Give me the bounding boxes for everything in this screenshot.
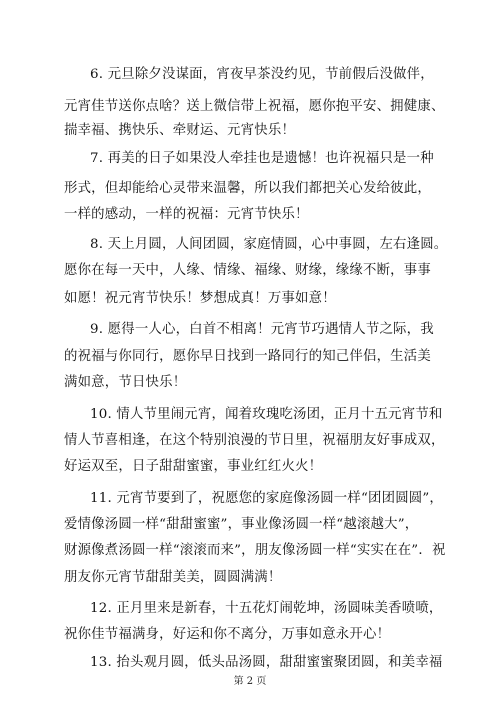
text-line: 的祝福与你同行，愿你早日找到一路同行的知己伴侣，生活美 [64, 349, 431, 364]
text-line: 9. 愿得一人心，白首不相离！元宵节巧遇情人节之际，我 [90, 322, 434, 337]
text-line: 祝你佳节福满身，好运和你不离分，万事如意永开心！ [64, 627, 391, 642]
page-number: 第 2 页 [233, 676, 267, 687]
text-line: 8. 天上月圆，人间团圆，家庭情圆，心中事圆，左右逢圆。 [90, 237, 448, 252]
text-line: 10. 情人节里闹元宵，闻着玫瑰吃汤团，正月十五元宵节和 [90, 407, 443, 422]
text-line: 如愿！祝元宵节快乐！梦想成真！万事如意！ [64, 291, 336, 306]
text-line: 一样的感动，一样的祝福：元宵节快乐！ [64, 207, 309, 222]
text-line: 6. 元旦除夕没谋面，宵夜早茶没约见，节前假后没做伴， [90, 67, 434, 82]
text-line: 形式，但却能给心灵带来温馨，所以我们都把关心发给彼此， [64, 181, 431, 196]
text-line: 爱情像汤圆一样“甜甜蜜蜜”，事业像汤圆一样“越滚越大”， [64, 517, 419, 532]
text-line: 7. 再美的日子如果没人牵挂也是遗憾！也许祝福只是一种 [90, 151, 434, 166]
text-line: 揣幸福、携快乐、牵财运、元宵快乐！ [64, 123, 296, 138]
text-line: 满如意，节日快乐！ [64, 375, 187, 390]
text-line: 13. 抬头观月圆，低头品汤圆，甜甜蜜蜜聚团圆，和美幸福 [90, 655, 443, 670]
text-line: 情人节喜相逢，在这个特别浪漫的节日里，祝福朋友好事成双， [64, 433, 445, 448]
text-line: 财源像煮汤圆一样“滚滚而来”，朋友像汤圆一样“实实在在”．祝 [64, 543, 446, 558]
text-line: 朋友你元宵节甜甜美美，圆圆满满！ [64, 570, 282, 585]
text-line: 12. 正月里来是新春，十五花灯闹乾坤，汤圆味美香喷喷， [90, 601, 443, 616]
text-line: 11. 元宵节要到了，祝愿您的家庭像汤圆一样“团团圆圆”， [90, 491, 444, 506]
text-line: 愿你在每一天中，人缘、情缘、福缘、财缘，缘缘不断，事事 [64, 263, 431, 278]
text-line: 好运双至，日子甜甜蜜蜜，事业红红火火！ [64, 459, 323, 474]
text-line: 元宵佳节送你点啥？送上微信带上祝福，愿你抱平安、拥健康、 [64, 99, 445, 114]
